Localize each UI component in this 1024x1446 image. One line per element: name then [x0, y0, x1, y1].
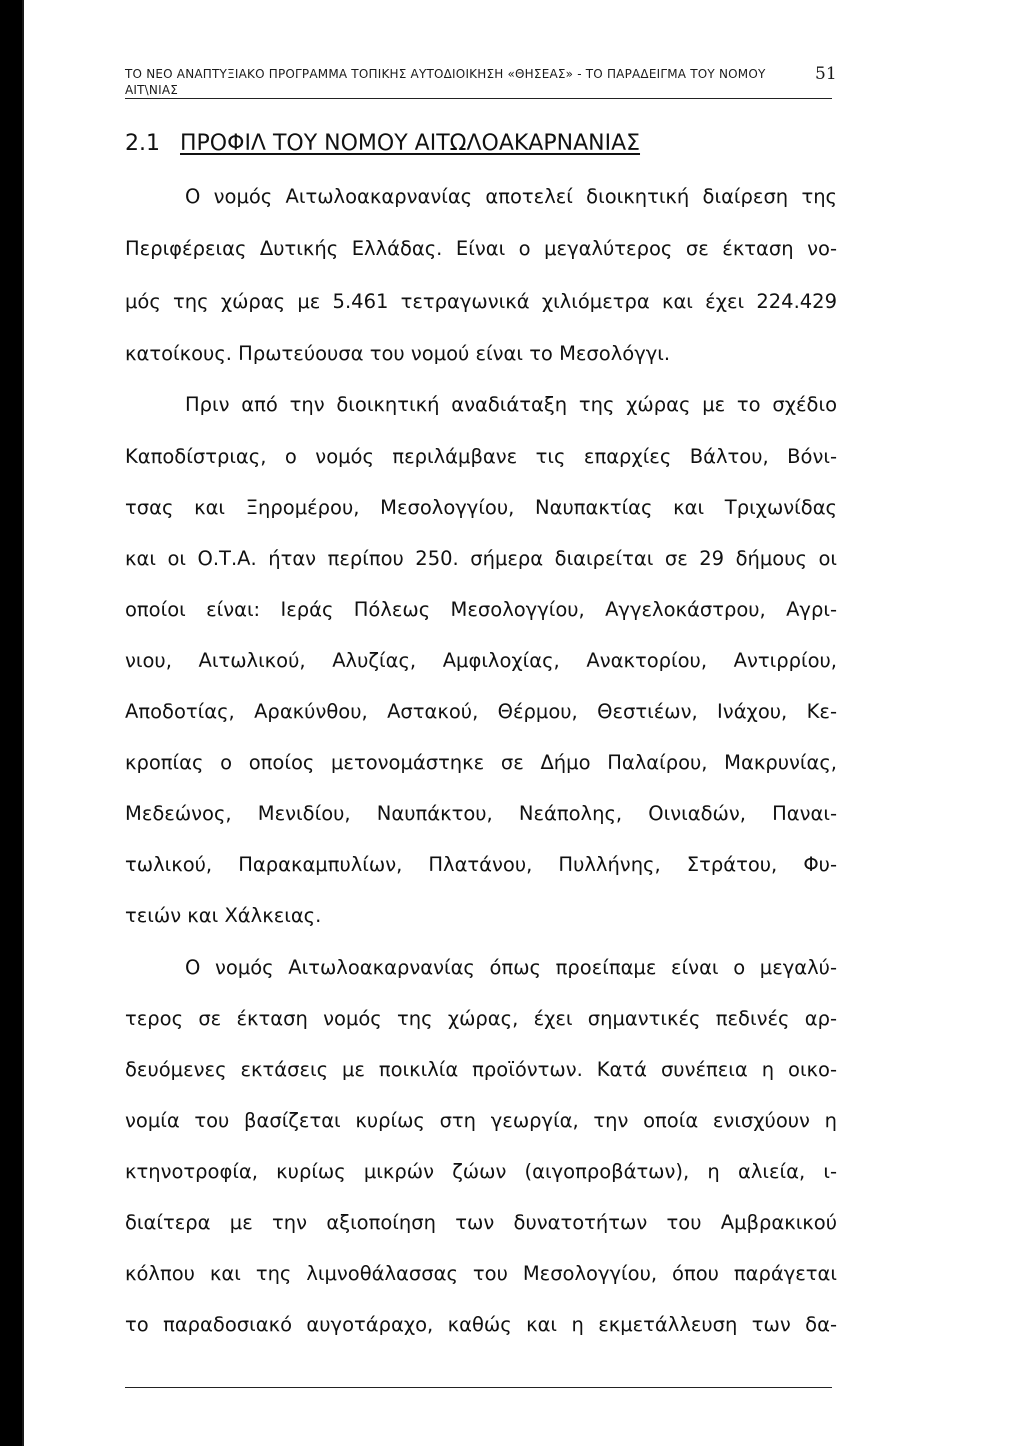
running-head: [125, 66, 825, 98]
running-head-line-2: ΑΙΤ\ΝΙΑΣ: [125, 83, 179, 97]
body-line-11: Αποδοτίας, Αρακύνθου, Αστακού, Θέρμου, Θεστιέων, Ινάχου, Κε-: [125, 700, 837, 723]
section-heading: [125, 130, 640, 158]
body-line-18: δευόμενες εκτάσεις με ποικιλία προϊόντων. Κατά συνέπεια η οικο-: [125, 1058, 837, 1081]
document-page: [22, 0, 1024, 1446]
body-line-23: το παραδοσιακό αυγοτάραχο, καθώς και η εκμετάλλευση των δα-: [125, 1313, 837, 1336]
body-line-21: διαίτερα με την αξιοποίηση των δυνατοτήτων του Αμβρακικού: [125, 1211, 837, 1234]
body-line-15: τειών και Χάλκειας.: [125, 904, 322, 927]
body-line-14: τωλικού, Παρακαμπυλίων, Πλατάνου, Πυλλήνης, Στράτου, Φυ-: [125, 853, 837, 876]
body-line-5: Πριν από την διοικητική αναδιάταξη της χώρας με το σχέδιο: [185, 393, 837, 416]
body-line-2: Περιφέρειας Δυτικής Ελλάδας. Είναι ο μεγαλύτερος σε έκταση νο-: [125, 237, 837, 260]
body-line-10: νιου, Αιτωλικού, Αλυζίας, Αμφιλοχίας, Ανακτορίου, Αντιρρίου,: [125, 649, 837, 672]
section-title: ΠΡΟΦΙΛ ΤΟΥ ΝΟΜΟΥ ΑΙΤΩΛΟΑΚΑΡΝΑΝΙΑΣ: [180, 131, 641, 156]
body-line-22: κόλπου και της λιμνοθάλασσας του Μεσολογγίου, όπου παράγεται: [125, 1262, 837, 1285]
body-line-7: τσας και Ξηρομέρου, Μεσολογγίου, Ναυπακτίας και Τριχωνίδας: [125, 496, 837, 519]
body-line-1: Ο νομός Αιτωλοακαρνανίας αποτελεί διοικητική διαίρεση της: [185, 185, 837, 208]
page-edge-rule: [22, 0, 24, 1446]
body-line-9: οποίοι είναι: Ιεράς Πόλεως Μεσολογγίου, Αγγελοκάστρου, Αγρι-: [125, 598, 837, 621]
header-rule: [125, 98, 832, 99]
body-line-12: κροπίας ο οποίος μετονομάστηκε σε Δήμο Παλαίρου, Μακρυνίας,: [125, 751, 837, 774]
body-line-6: Καποδίστριας, ο νομός περιλάμβανε τις επαρχίες Βάλτου, Βόνι-: [125, 445, 837, 468]
footer-rule: [125, 1387, 832, 1388]
body-line-20: κτηνοτροφία, κυρίως μικρών ζώων (αιγοπροβάτων), η αλιεία, ι-: [125, 1160, 837, 1183]
body-line-13: Μεδεώνος, Μενιδίου, Ναυπάκτου, Νεάπολης, Οινιαδών, Παναι-: [125, 802, 837, 825]
body-line-16: Ο νομός Αιτωλοακαρνανίας όπως προείπαμε είναι ο μεγαλύ-: [185, 956, 837, 979]
body-line-4: κατοίκους. Πρωτεύουσα του νομού είναι το Μεσολόγγι.: [125, 342, 671, 365]
section-number: 2.1: [125, 131, 160, 156]
body-line-19: νομία του βασίζεται κυρίως στη γεωργία, την οποία ενισχύουν η: [125, 1109, 837, 1132]
page-number: 51: [815, 64, 837, 84]
body-line-8: και οι Ο.Τ.Α. ήταν περίπου 250. σήμερα διαιρείται σε 29 δήμους οι: [125, 547, 837, 570]
running-head-line-1: ΤΟ ΝΕΟ ΑΝΑΠΤΥΞΙΑΚΟ ΠΡΟΓΡΑΜΜΑ ΤΟΠΙΚΗΣ ΑΥΤΟΔΙΟΙΚΗΣΗ «ΘΗΣΕΑΣ» - ΤΟ ΠΑΡΑΔΕΙΓΜΑ ΤΟΥ ΝΟΜΟΥ: [125, 67, 766, 81]
body-line-17: τερος σε έκταση νομός της χώρας, έχει σημαντικές πεδινές αρ-: [125, 1007, 837, 1030]
body-line-3: μός της χώρας με 5.461 τετραγωνικά χιλιόμετρα και έχει 224.429: [125, 290, 837, 313]
